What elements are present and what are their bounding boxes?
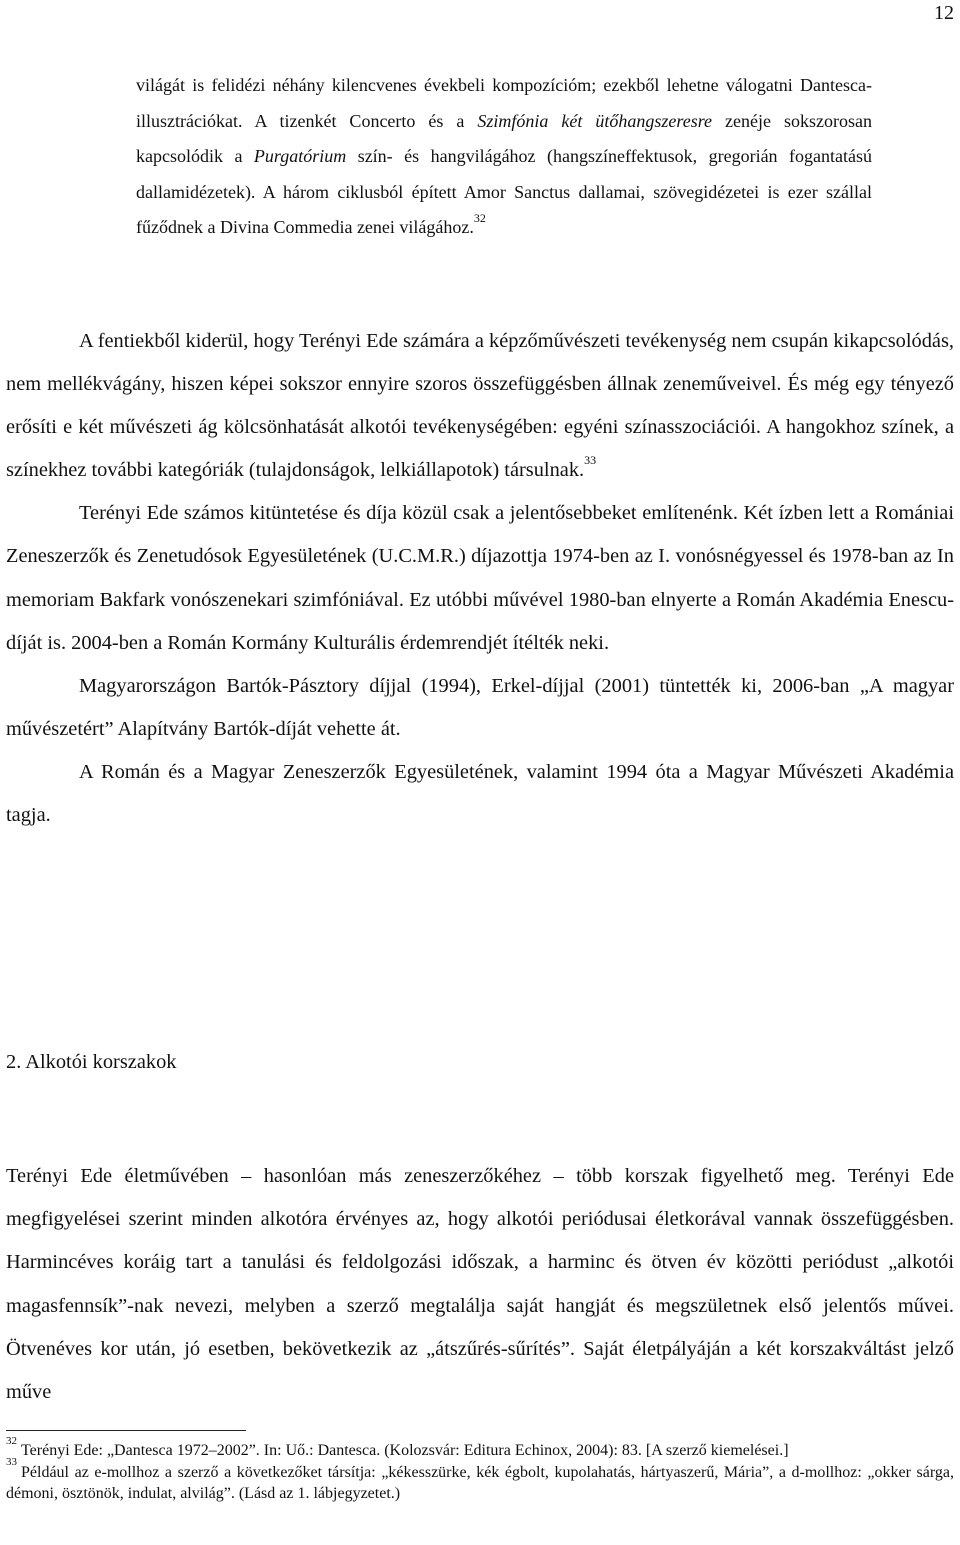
quote-italic-title: Szimfónia két ütőhangszeresre	[477, 110, 713, 131]
footnote-text: Terényi Ede: „Dantesca 1972–2002”. In: Uő.: Dantesca. (Kolozsvár: Editura Echinox, 2004): 83. [A szerző kiemelései.]	[21, 1442, 789, 1459]
paragraph: A Román és a Magyar Zeneszerzők Egyesületének, valamint 1994 óta a Magyar Művészeti Akadémia tagja.	[6, 760, 954, 827]
block-quote	[136, 68, 872, 246]
footnotes	[6, 1434, 954, 1505]
body-paragraphs	[6, 320, 954, 837]
footnote-ref-32[interactable]: 32	[473, 211, 486, 226]
page-number: 12	[934, 2, 954, 24]
quote-text: zenéje sokszorosan kapcsolódik a	[136, 110, 872, 167]
quote-text: világát is felidézi néhány kilencvenes évekbeli kompozícióm; ezekből lehetne válogatni Dantesca-illusztrációkat. A tizenkét Concerto és a	[136, 75, 872, 131]
paragraph	[6, 320, 954, 492]
section-heading: 2. Alkotói korszakok	[6, 1051, 177, 1073]
section-paragraph: Terényi Ede életművében – hasonlóan más zeneszerzőkéhez – több korszak figyelhető meg. Terényi Ede megfigyelései szerint minden alkotóra érvényes az, hogy alkotói periódusai életkorával vannak összefüggésben. Harmincéves koráig tart a tanulási és feldolgozási időszak, a harminc és ötven év közötti periódust „alkotói magasfennsík”-nak nevezi, melyben a szerző megtalálja saját hangját és megszületnek első jelentős művei. Ötvenéves kor után, jó esetben, bekövetkezik az „átszűrés-sűrítés”. Saját életpályáján a két korszakváltást jelző műve	[6, 1165, 954, 1404]
footnote-33	[6, 1456, 954, 1505]
footnote-number: 33	[6, 1456, 17, 1469]
footnote-number: 32	[6, 1434, 17, 1447]
footnote-ref-33[interactable]: 33	[584, 453, 597, 468]
paragraph-text: A fentiekből kiderül, hogy Terényi Ede számára a képzőművészeti tevékenység nem csupán kikapcsolódás, nem mellékvágány, hiszen képei sokszor ennyire szoros összefüggésben állnak zeneműveivel. És még egy tényező erősíti e két művészeti ág kölcsönhatását alkotói tevékenységében: egyéni színasszociációi. A hangokhoz színek, a színekhez további kategóriák (tulajdonságok, lelkiállapotok) társulnak.	[6, 330, 954, 482]
quote-text: szín- és hangvilágához (hangszíneffektusok, gregorián fogantatású dallamidézetek). A három ciklusból épített Amor Sanctus dallamai, szövegidézetei is ezer szállal fűződnek a Divina Commedia zenei világához.	[136, 146, 872, 238]
paragraph: Terényi Ede számos kitüntetése és díja közül csak a jelentősebbeket említenénk. Két ízben lett a Romániai Zeneszerzők és Zenetudósok Egyesületének (U.C.M.R.) díjazottja 1974-ben az I. vonósnégyessel és 1978-ban az In memoriam Bakfark vonószenekari szimfóniával. Ez utóbbi művével 1980-ban elnyerte a Román Akadémia Enescu-díját is. 2004-ben a Román Kormány Kulturális érdemrendjét ítélték neki.	[6, 502, 954, 654]
footnote-divider	[6, 1430, 246, 1431]
paragraph: Magyarországon Bartók-Pásztory díjjal (1994), Erkel-díjjal (2001) tüntették ki, 2006-ban „A magyar művészetért” Alapítvány Bartók-díját vehette át.	[6, 674, 954, 740]
footnote-32	[6, 1434, 954, 1462]
footnote-text: Például az e-mollhoz a szerző a következőket társítja: „kékesszürke, kék égbolt, kupolahatás, hártyaszerű, Mária”, a d-mollhoz: „okker sárga, démoni, ösztönök, indulat, alvilág”. (Lásd az 1. lábjegyzetet.)	[6, 1463, 954, 1502]
quote-italic-title: Purgatórium	[253, 146, 347, 167]
